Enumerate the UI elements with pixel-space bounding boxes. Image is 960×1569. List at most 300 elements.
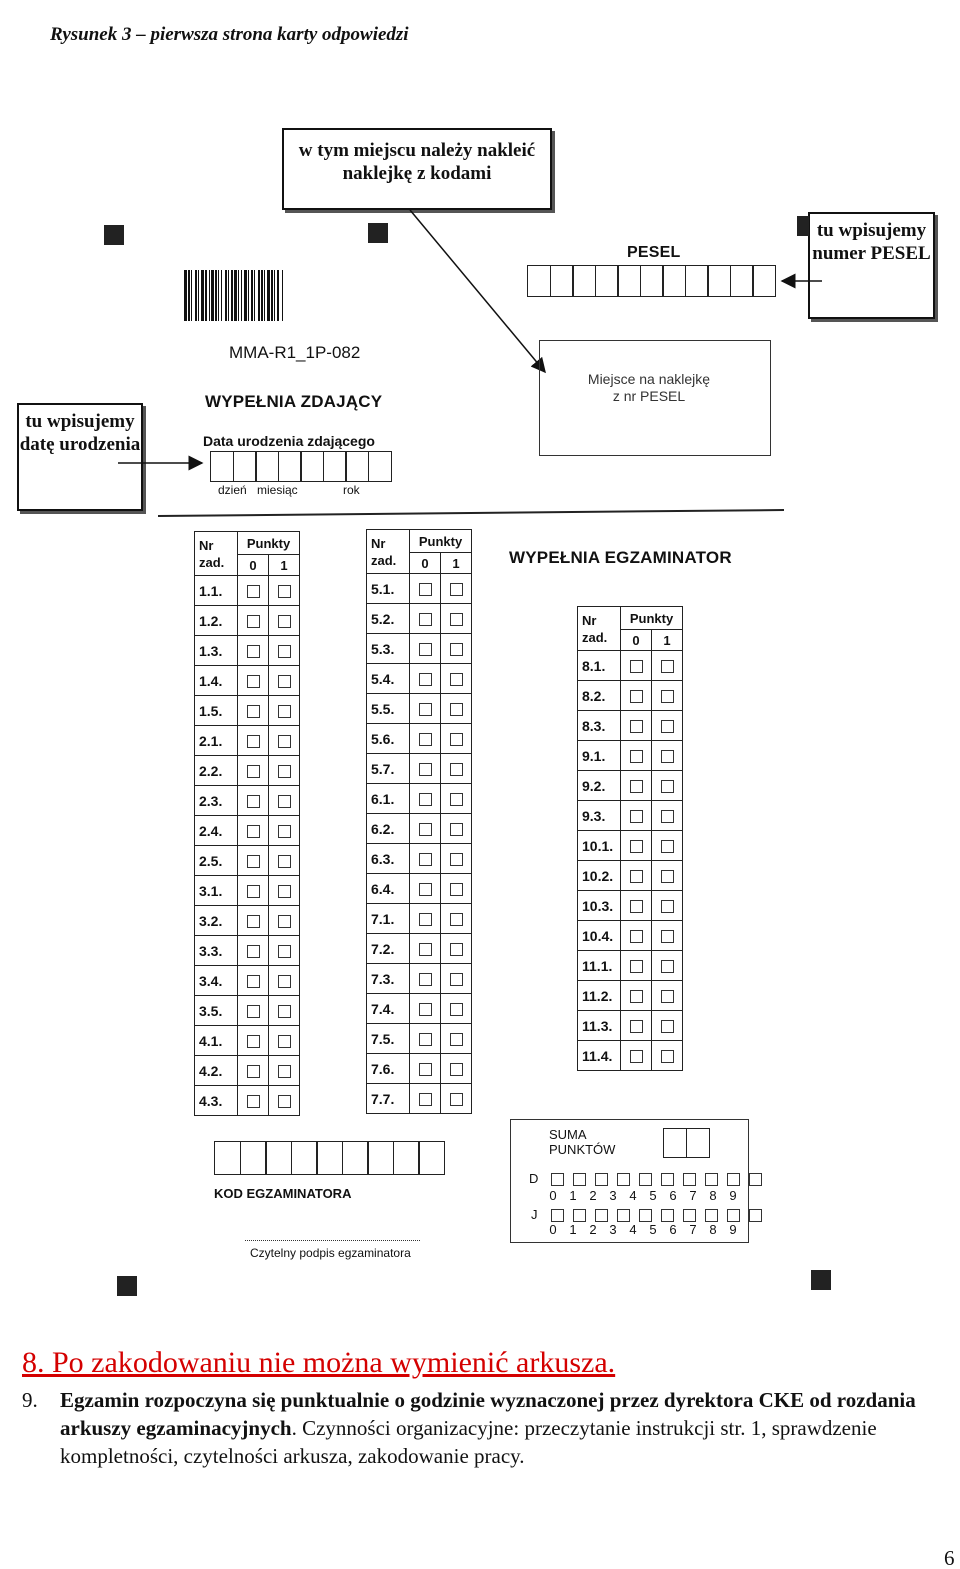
tens-digit-label: 6 [669, 1188, 677, 1203]
score-0-checkbox[interactable] [630, 750, 643, 763]
score-1-checkbox[interactable] [450, 1063, 463, 1076]
units-digit-checkbox[interactable] [749, 1209, 762, 1222]
score-1-checkbox[interactable] [661, 840, 674, 853]
task-number: 3.4. [195, 966, 238, 996]
task-number: 10.3. [578, 891, 621, 921]
task-number: 6.3. [367, 844, 410, 874]
table-row [578, 831, 683, 861]
score-1-checkbox[interactable] [661, 660, 674, 673]
points-header: Punkty [238, 532, 300, 555]
tens-digit-label: 3 [609, 1188, 617, 1203]
pesel-digit-box[interactable] [730, 265, 754, 297]
units-digit-checkbox[interactable] [595, 1209, 608, 1222]
barcode [184, 270, 418, 321]
score-0-checkbox[interactable] [247, 735, 260, 748]
table-row [578, 741, 683, 771]
instruction-9-rest: . Czynności organizacyjne: przeczytanie instrukcji str. 1, sprawdzenie kompletności, czytelności arkusza, zakodowanie pracy. [60, 1416, 877, 1468]
nr-header: Nr zad. [367, 530, 410, 574]
points-value-header: 0 [238, 555, 269, 576]
table-row [578, 651, 683, 681]
examiner-code-digit-box[interactable] [367, 1141, 394, 1175]
score-0-checkbox[interactable] [419, 1033, 432, 1046]
task-number: 5.3. [367, 634, 410, 664]
table-row [367, 694, 472, 724]
score-0-checkbox[interactable] [419, 943, 432, 956]
table-row [195, 756, 300, 786]
table-row [195, 846, 300, 876]
task-number: 5.6. [367, 724, 410, 754]
tens-digit-label: 1 [569, 1188, 577, 1203]
score-0-checkbox[interactable] [419, 763, 432, 776]
task-number: 9.1. [578, 741, 621, 771]
units-digit-checkbox[interactable] [639, 1209, 652, 1222]
signature-line [245, 1240, 420, 1241]
score-0-checkbox[interactable] [630, 1050, 643, 1063]
score-0-checkbox[interactable] [630, 810, 643, 823]
score-table-3 [577, 606, 683, 1071]
score-0-checkbox[interactable] [247, 1095, 260, 1108]
tens-digit-checkbox[interactable] [595, 1173, 608, 1186]
table-row [195, 996, 300, 1026]
score-0-checkbox[interactable] [247, 1005, 260, 1018]
birthdate-digit-box[interactable] [255, 451, 279, 482]
units-digit-checkbox[interactable] [551, 1209, 564, 1222]
score-1-checkbox[interactable] [450, 1033, 463, 1046]
score-1-checkbox[interactable] [661, 1050, 674, 1063]
score-1-checkbox[interactable] [661, 750, 674, 763]
score-0-checkbox[interactable] [419, 643, 432, 656]
score-0-checkbox[interactable] [247, 945, 260, 958]
task-number: 1.5. [195, 696, 238, 726]
table-row [578, 951, 683, 981]
score-0-checkbox[interactable] [419, 1063, 432, 1076]
score-0-checkbox[interactable] [247, 585, 260, 598]
pesel-digit-box[interactable] [662, 265, 686, 297]
score-0-checkbox[interactable] [630, 990, 643, 1003]
score-0-checkbox[interactable] [630, 900, 643, 913]
table-row [367, 814, 472, 844]
birthdate-digit-box[interactable] [300, 451, 324, 482]
exam-code: MMA-R1_1P-082 [229, 343, 361, 362]
score-0-checkbox[interactable] [630, 1020, 643, 1033]
task-number: 1.2. [195, 606, 238, 636]
instruction-8-number: 8. [22, 1346, 45, 1379]
pesel-digit-box[interactable] [595, 265, 619, 297]
birthdate-digit-box[interactable] [345, 451, 369, 482]
task-number: 7.6. [367, 1054, 410, 1084]
examiner-code-digit-box[interactable] [316, 1141, 343, 1175]
table-row [195, 726, 300, 756]
sticker-arrow [410, 210, 545, 372]
table-row [195, 606, 300, 636]
table-row [195, 696, 300, 726]
score-0-checkbox[interactable] [419, 613, 432, 626]
table-row [195, 966, 300, 996]
table-row [578, 861, 683, 891]
score-0-checkbox[interactable] [247, 885, 260, 898]
task-number: 11.1. [578, 951, 621, 981]
tens-digit-checkbox[interactable] [727, 1173, 740, 1186]
units-digit-checkbox[interactable] [661, 1209, 674, 1222]
instruction-9 [60, 1386, 956, 1470]
score-0-checkbox[interactable] [247, 615, 260, 628]
score-0-checkbox[interactable] [630, 660, 643, 673]
score-1-checkbox[interactable] [661, 930, 674, 943]
score-1-checkbox[interactable] [278, 675, 291, 688]
score-1-checkbox[interactable] [278, 1065, 291, 1078]
table-row [578, 981, 683, 1011]
birthdate-callout: tu wpisujemy datę urodzenia [17, 403, 143, 511]
pesel-digit-box[interactable] [572, 265, 596, 297]
signature-label: Czytelny podpis egzaminatora [250, 1246, 411, 1260]
date-month-label: miesiąc [257, 483, 298, 497]
table-row [367, 874, 472, 904]
task-number: 9.3. [578, 801, 621, 831]
task-number: 7.5. [367, 1024, 410, 1054]
tens-digit-label: 2 [589, 1188, 597, 1203]
score-0-checkbox[interactable] [247, 705, 260, 718]
instruction-8-text: Po zakodowaniu nie można wymienić arkusza. [52, 1346, 616, 1379]
instruction-9-number: 9. [22, 1388, 38, 1412]
pesel-label: PESEL [627, 244, 681, 261]
score-1-checkbox[interactable] [278, 855, 291, 868]
score-1-checkbox[interactable] [450, 883, 463, 896]
tens-digit-checkbox[interactable] [749, 1173, 762, 1186]
pesel-digit-box[interactable] [527, 265, 551, 297]
pesel-digit-box[interactable] [707, 265, 731, 297]
points-value-header: 0 [621, 630, 652, 651]
table-row [578, 921, 683, 951]
score-1-checkbox[interactable] [661, 1020, 674, 1033]
score-0-checkbox[interactable] [419, 1093, 432, 1106]
score-1-checkbox[interactable] [450, 793, 463, 806]
table-row [195, 786, 300, 816]
task-number: 6.2. [367, 814, 410, 844]
units-digit-label: 0 [549, 1222, 557, 1237]
table-row [367, 784, 472, 814]
task-number: 6.4. [367, 874, 410, 904]
units-digit-label: 7 [689, 1222, 697, 1237]
task-number: 4.3. [195, 1086, 238, 1116]
score-1-checkbox[interactable] [450, 703, 463, 716]
table-row [578, 681, 683, 711]
table-row [195, 816, 300, 846]
examiner-code-boxes[interactable] [214, 1141, 445, 1175]
score-0-checkbox[interactable] [630, 960, 643, 973]
task-number: 5.7. [367, 754, 410, 784]
units-digit-label: 2 [589, 1222, 597, 1237]
task-number: 1.4. [195, 666, 238, 696]
score-1-checkbox[interactable] [278, 825, 291, 838]
pesel-sticker-text: Miejsce na naklejkę z nr PESEL [587, 371, 711, 404]
score-1-checkbox[interactable] [661, 990, 674, 1003]
score-table-2 [366, 529, 472, 1114]
score-0-checkbox[interactable] [419, 1003, 432, 1016]
table-row [367, 1024, 472, 1054]
score-1-checkbox[interactable] [661, 870, 674, 883]
units-digit-checkbox[interactable] [617, 1209, 630, 1222]
table-row [195, 906, 300, 936]
task-number: 4.1. [195, 1026, 238, 1056]
score-0-checkbox[interactable] [419, 823, 432, 836]
table-row [195, 1026, 300, 1056]
score-0-checkbox[interactable] [419, 913, 432, 926]
table-row [195, 936, 300, 966]
score-0-checkbox[interactable] [247, 825, 260, 838]
units-digit-label: 9 [729, 1222, 737, 1237]
tens-digit-label: 0 [549, 1188, 557, 1203]
alignment-marker [117, 1276, 137, 1296]
candidate-heading: WYPEŁNIA ZDAJĄCY [205, 392, 383, 411]
score-1-checkbox[interactable] [661, 720, 674, 733]
task-number: 5.2. [367, 604, 410, 634]
task-number: 8.1. [578, 651, 621, 681]
table-row [367, 964, 472, 994]
table-row [367, 604, 472, 634]
tens-digit-label: 9 [729, 1188, 737, 1203]
units-digit-label: 5 [649, 1222, 657, 1237]
score-1-checkbox[interactable] [278, 975, 291, 988]
score-1-checkbox[interactable] [278, 645, 291, 658]
score-1-checkbox[interactable] [450, 583, 463, 596]
tens-digit-label: 7 [689, 1188, 697, 1203]
figure-caption: Rysunek 3 – pierwsza strona karty odpowiedzi [50, 24, 409, 45]
birthdate-boxes[interactable] [210, 451, 392, 482]
score-0-checkbox[interactable] [247, 795, 260, 808]
score-0-checkbox[interactable] [630, 930, 643, 943]
tens-label: D [529, 1171, 539, 1186]
score-0-checkbox[interactable] [247, 855, 260, 868]
score-1-checkbox[interactable] [661, 780, 674, 793]
birthdate-digit-box[interactable] [210, 451, 234, 482]
task-number: 8.2. [578, 681, 621, 711]
task-number: 10.4. [578, 921, 621, 951]
tens-digit-label: 5 [649, 1188, 657, 1203]
sticker-callout: w tym miejscu należy nakleić naklejkę z kodami [282, 128, 552, 210]
table-row [367, 844, 472, 874]
score-1-checkbox[interactable] [450, 733, 463, 746]
date-day-label: dzień [218, 483, 247, 497]
score-0-checkbox[interactable] [247, 1035, 260, 1048]
examiner-code-digit-box[interactable] [342, 1141, 369, 1175]
table-row [578, 891, 683, 921]
task-number: 7.1. [367, 904, 410, 934]
score-0-checkbox[interactable] [419, 973, 432, 986]
instruction-9-bold: Egzamin rozpoczyna się punktualnie o godzinie wyznaczonej przez dyrektora CKE od rozdania arkuszy egzaminacyjnych [60, 1388, 916, 1440]
score-1-checkbox[interactable] [450, 643, 463, 656]
score-1-checkbox[interactable] [661, 900, 674, 913]
tens-digit-checkbox[interactable] [705, 1173, 718, 1186]
nr-header: Nr zad. [195, 532, 238, 576]
table-row [367, 994, 472, 1024]
examiner-code-label: KOD EGZAMINATORA [214, 1186, 352, 1201]
examiner-code-digit-box[interactable] [393, 1141, 420, 1175]
score-1-checkbox[interactable] [450, 943, 463, 956]
score-1-checkbox[interactable] [278, 945, 291, 958]
score-1-checkbox[interactable] [450, 913, 463, 926]
task-number: 2.1. [195, 726, 238, 756]
tens-digit-checkbox[interactable] [639, 1173, 652, 1186]
pesel-boxes[interactable] [527, 265, 776, 297]
score-0-checkbox[interactable] [419, 673, 432, 686]
task-number: 3.5. [195, 996, 238, 1026]
score-0-checkbox[interactable] [247, 1065, 260, 1078]
units-digit-checkbox[interactable] [683, 1209, 696, 1222]
table-row [578, 1011, 683, 1041]
birthdate-digit-box[interactable] [233, 451, 257, 482]
score-1-checkbox[interactable] [450, 823, 463, 836]
units-digits [543, 1222, 743, 1237]
task-number: 1.3. [195, 636, 238, 666]
score-0-checkbox[interactable] [630, 720, 643, 733]
units-checkboxes[interactable] [546, 1209, 766, 1222]
alignment-marker [104, 225, 124, 245]
section-divider [158, 510, 784, 516]
units-digit-checkbox[interactable] [573, 1209, 586, 1222]
score-1-checkbox[interactable] [450, 1093, 463, 1106]
score-0-checkbox[interactable] [419, 853, 432, 866]
score-1-checkbox[interactable] [278, 885, 291, 898]
score-1-checkbox[interactable] [450, 763, 463, 776]
score-1-checkbox[interactable] [278, 1005, 291, 1018]
score-1-checkbox[interactable] [278, 1095, 291, 1108]
task-number: 2.3. [195, 786, 238, 816]
task-number: 7.2. [367, 934, 410, 964]
units-digit-label: 8 [709, 1222, 717, 1237]
score-1-checkbox[interactable] [450, 973, 463, 986]
score-0-checkbox[interactable] [419, 703, 432, 716]
table-row [578, 711, 683, 741]
score-0-checkbox[interactable] [419, 793, 432, 806]
score-0-checkbox[interactable] [419, 883, 432, 896]
task-number: 11.3. [578, 1011, 621, 1041]
units-digit-checkbox[interactable] [705, 1209, 718, 1222]
score-0-checkbox[interactable] [419, 733, 432, 746]
birthdate-digit-box[interactable] [323, 451, 347, 482]
task-number: 2.2. [195, 756, 238, 786]
score-1-checkbox[interactable] [278, 1035, 291, 1048]
score-1-checkbox[interactable] [450, 613, 463, 626]
score-1-checkbox[interactable] [450, 853, 463, 866]
units-digit-checkbox[interactable] [727, 1209, 740, 1222]
task-number: 2.4. [195, 816, 238, 846]
score-0-checkbox[interactable] [419, 583, 432, 596]
table-row [578, 1041, 683, 1071]
points-value-header: 0 [410, 553, 441, 574]
score-1-checkbox[interactable] [661, 960, 674, 973]
pesel-sticker-area [539, 340, 771, 456]
units-digit-label: 4 [629, 1222, 637, 1237]
score-0-checkbox[interactable] [247, 915, 260, 928]
score-1-checkbox[interactable] [278, 705, 291, 718]
pesel-digit-box[interactable] [640, 265, 664, 297]
pesel-digit-box[interactable] [617, 265, 641, 297]
tens-digit-checkbox[interactable] [683, 1173, 696, 1186]
pesel-digit-box[interactable] [550, 265, 574, 297]
score-0-checkbox[interactable] [247, 675, 260, 688]
task-number: 11.2. [578, 981, 621, 1011]
examiner-code-digit-box[interactable] [291, 1141, 318, 1175]
score-0-checkbox[interactable] [630, 690, 643, 703]
alignment-marker [811, 1270, 831, 1290]
score-1-checkbox[interactable] [278, 765, 291, 778]
score-1-checkbox[interactable] [278, 735, 291, 748]
date-year-label: rok [343, 483, 360, 497]
tens-digit-checkbox[interactable] [573, 1173, 586, 1186]
task-number: 5.5. [367, 694, 410, 724]
task-number: 5.1. [367, 574, 410, 604]
table-row [367, 574, 472, 604]
score-0-checkbox[interactable] [247, 975, 260, 988]
task-number: 7.3. [367, 964, 410, 994]
score-0-checkbox[interactable] [247, 645, 260, 658]
examiner-code-digit-box[interactable] [240, 1141, 267, 1175]
task-number: 3.2. [195, 906, 238, 936]
instruction-8 [22, 1346, 615, 1380]
units-digit-label: 1 [569, 1222, 577, 1237]
page-number: 6 [944, 1546, 955, 1569]
task-number: 9.2. [578, 771, 621, 801]
pesel-callout: tu wpisujemy numer PESEL [808, 212, 935, 319]
task-number: 11.4. [578, 1041, 621, 1071]
score-1-checkbox[interactable] [661, 810, 674, 823]
score-1-checkbox[interactable] [278, 915, 291, 928]
points-header: Punkty [621, 607, 683, 630]
table-row [367, 754, 472, 784]
task-number: 8.3. [578, 711, 621, 741]
table-row [367, 664, 472, 694]
points-value-header: 1 [269, 555, 300, 576]
examiner-code-digit-box[interactable] [265, 1141, 292, 1175]
units-digit-label: 3 [609, 1222, 617, 1237]
pesel-digit-box[interactable] [685, 265, 709, 297]
sum-box [510, 1119, 749, 1243]
sum-label: SUMA PUNKTÓW [549, 1127, 616, 1157]
score-1-checkbox[interactable] [278, 795, 291, 808]
birthdate-digit-box[interactable] [278, 451, 302, 482]
points-header: Punkty [410, 530, 472, 553]
score-1-checkbox[interactable] [450, 1003, 463, 1016]
table-row [367, 634, 472, 664]
examiner-code-digit-box[interactable] [214, 1141, 241, 1175]
pesel-digit-box[interactable] [752, 265, 776, 297]
examiner-code-digit-box[interactable] [418, 1141, 445, 1175]
score-1-checkbox[interactable] [450, 673, 463, 686]
tens-digit-checkbox[interactable] [551, 1173, 564, 1186]
sum-total-boxes[interactable] [663, 1128, 710, 1158]
alignment-marker [368, 223, 388, 243]
table-row [195, 576, 300, 606]
score-0-checkbox[interactable] [247, 765, 260, 778]
tens-checkboxes[interactable] [546, 1173, 766, 1186]
table-row [367, 934, 472, 964]
tens-digit-checkbox[interactable] [617, 1173, 630, 1186]
units-label: J [531, 1207, 538, 1222]
score-0-checkbox[interactable] [630, 870, 643, 883]
task-number: 10.1. [578, 831, 621, 861]
score-1-checkbox[interactable] [661, 690, 674, 703]
birthdate-digit-box[interactable] [368, 451, 392, 482]
task-number: 6.1. [367, 784, 410, 814]
tens-digit-checkbox[interactable] [661, 1173, 674, 1186]
task-number: 10.2. [578, 861, 621, 891]
score-1-checkbox[interactable] [278, 615, 291, 628]
task-number: 2.5. [195, 846, 238, 876]
score-1-checkbox[interactable] [278, 585, 291, 598]
points-value-header: 1 [441, 553, 472, 574]
score-0-checkbox[interactable] [630, 780, 643, 793]
score-0-checkbox[interactable] [630, 840, 643, 853]
